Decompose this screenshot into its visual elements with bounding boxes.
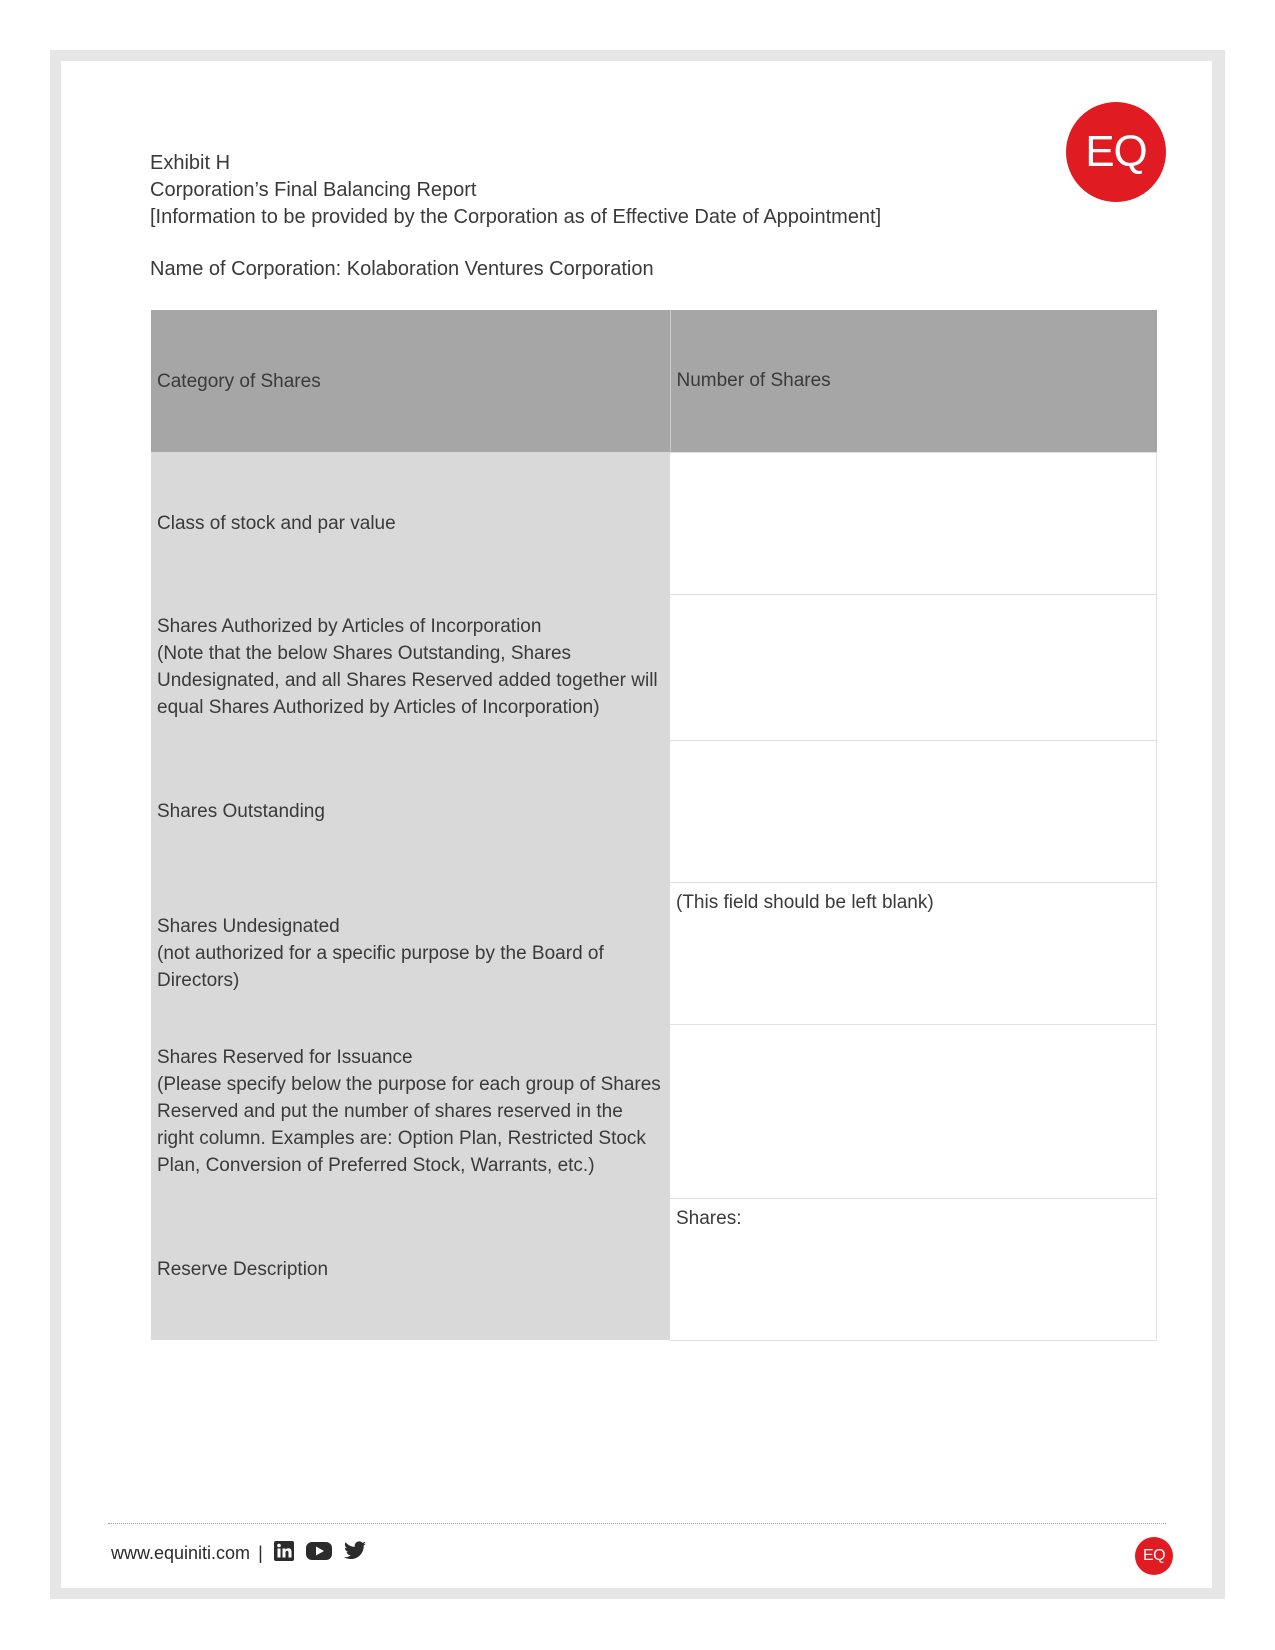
row-value: (This field should be left blank) bbox=[676, 891, 934, 913]
row-value-cell[interactable] bbox=[670, 594, 1157, 740]
eq-logo: EQ bbox=[1066, 102, 1166, 202]
header-category: Category of Shares bbox=[151, 310, 670, 452]
website-link[interactable]: www.equiniti.com bbox=[111, 1542, 251, 1563]
youtube-icon[interactable] bbox=[305, 1540, 333, 1567]
exhibit-label: Exhibit H bbox=[150, 152, 231, 174]
table-row bbox=[151, 452, 1157, 594]
row-label-cell bbox=[151, 1198, 670, 1340]
shares-table bbox=[151, 310, 1157, 1341]
row-label: Shares Reserved for Issuance bbox=[157, 1046, 413, 1068]
row-note: (Please specify below the purpose for each group of Shares Reserved and put the number of shares reserved in the right column. Examples are: Option Plan, Restricted Stock Plan, Conversion of Preferred Stock, Warrants, etc.) bbox=[157, 1073, 661, 1176]
eq-footer-logo: EQ bbox=[1135, 1537, 1173, 1575]
row-label: Reserve Description bbox=[157, 1258, 329, 1280]
footer-divider bbox=[108, 1523, 1166, 1524]
footer-separator: | bbox=[258, 1542, 263, 1563]
row-value: Shares: bbox=[676, 1207, 742, 1229]
report-title: Corporation’s Final Balancing Report bbox=[150, 179, 477, 201]
table-row bbox=[151, 1024, 1157, 1198]
row-note: (not authorized for a specific purpose by the Board of Directors) bbox=[157, 942, 604, 991]
table-row bbox=[151, 1198, 1157, 1340]
row-label-cell bbox=[151, 594, 670, 740]
corporation-name: Name of Corporation: Kolaboration Ventures Corporation bbox=[150, 258, 654, 280]
table-row bbox=[151, 740, 1157, 882]
report-header bbox=[150, 150, 881, 231]
row-value-cell[interactable] bbox=[670, 740, 1157, 882]
table-row bbox=[151, 594, 1157, 740]
row-label-cell bbox=[151, 882, 670, 1024]
row-note: (Note that the below Shares Outstanding, Shares Undesignated, and all Shares Reserved added together will equal Shares Authorized by Articles of Incorporation) bbox=[157, 643, 658, 718]
row-value-cell[interactable] bbox=[670, 882, 1157, 1024]
table-row bbox=[151, 882, 1157, 1024]
table-header-row bbox=[151, 310, 1157, 452]
linkedin-icon[interactable] bbox=[273, 1540, 295, 1567]
header-number: Number of Shares bbox=[670, 310, 1157, 452]
row-label-cell bbox=[151, 452, 670, 594]
row-value-cell[interactable] bbox=[670, 1198, 1157, 1340]
row-label-cell bbox=[151, 1024, 670, 1198]
footer bbox=[111, 1538, 367, 1568]
row-label: Shares Undesignated bbox=[157, 915, 340, 937]
row-value-cell[interactable] bbox=[670, 452, 1157, 594]
twitter-icon[interactable] bbox=[343, 1540, 367, 1567]
social-links bbox=[273, 1540, 367, 1567]
row-label: Shares Authorized by Articles of Incorporation bbox=[157, 616, 542, 637]
row-label-cell bbox=[151, 740, 670, 882]
row-value-cell[interactable] bbox=[670, 1024, 1157, 1198]
row-label: Shares Outstanding bbox=[157, 800, 325, 822]
row-label: Class of stock and par value bbox=[157, 512, 396, 534]
report-subtitle: [Information to be provided by the Corporation as of Effective Date of Appointment] bbox=[150, 206, 882, 228]
